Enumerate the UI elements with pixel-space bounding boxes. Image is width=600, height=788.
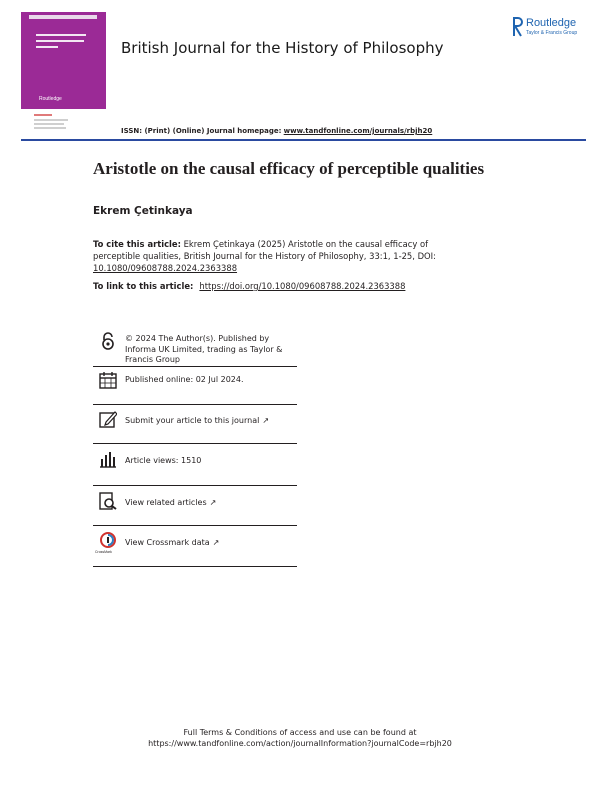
calendar-icon — [99, 371, 117, 389]
published-date: Published online: 02 Jul 2024. — [125, 375, 244, 384]
journal-cover-image — [21, 12, 106, 109]
license-text: © 2024 The Author(s). Published by Informa UK Limited, trading as Taylor & Francis Group — [125, 334, 283, 364]
footer-terms-link[interactable]: https://www.tandfonline.com/action/journalInformation?journalCode=rbjh20 — [148, 739, 452, 748]
cover-publisher-logo: Routledge — [39, 96, 62, 102]
row-divider — [93, 525, 297, 526]
related-articles-link[interactable]: View related articles — [125, 498, 207, 507]
license-row[interactable] — [93, 331, 297, 367]
row-divider — [93, 404, 297, 405]
article-title: Aristotle on the causal efficacy of perceptible qualities — [93, 159, 485, 178]
citation-block — [93, 238, 465, 274]
cover-caption-line — [34, 114, 52, 116]
external-link-icon: ↗ — [209, 498, 217, 507]
submit-article-link[interactable]: Submit your article to this journal — [125, 416, 260, 425]
cover-caption-line — [34, 119, 68, 121]
article-views-count: Article views: 1510 — [125, 456, 202, 465]
journal-title: British Journal for the History of Philosophy — [121, 39, 444, 57]
article-views-row — [93, 447, 297, 483]
edit-icon — [99, 410, 117, 428]
crossmark-badge-text: CrossMark — [95, 550, 112, 554]
submit-article-row[interactable] — [93, 408, 297, 444]
crossmark-icon — [99, 532, 117, 550]
citation-label: To cite this article: — [93, 239, 181, 249]
publisher-name: Routledge — [526, 17, 577, 29]
row-divider — [93, 566, 297, 567]
open-access-icon — [99, 332, 117, 350]
row-divider — [93, 485, 297, 486]
article-link-line — [93, 281, 405, 291]
issn-line — [121, 127, 432, 135]
bar-chart-icon — [99, 450, 117, 468]
link-label: To link to this article: — [93, 281, 194, 291]
publisher-tagline: Taylor & Francis Group — [526, 30, 578, 36]
cover-caption-line — [34, 123, 64, 125]
cover-caption-line — [34, 127, 66, 129]
footer — [0, 727, 600, 749]
issn-label: ISSN: (Print) (Online) Journal homepage: — [121, 127, 282, 135]
row-divider — [93, 366, 297, 367]
publisher-logo — [512, 17, 588, 39]
article-doi-link[interactable]: https://doi.org/10.1080/09608788.2024.2363388 — [199, 281, 406, 291]
citation-text: Ekrem Çetinkaya (2025) Aristotle on the causal efficacy of perceptible qualities, British Journal for the History of Philosophy, 33:1, 1-25, DOI: — [93, 239, 436, 261]
citation-doi-link[interactable]: 10.1080/09608788.2024.2363388 — [93, 263, 238, 273]
row-divider — [93, 443, 297, 444]
article-author: Ekrem Çetinkaya — [93, 205, 193, 217]
routledge-mark-icon — [512, 17, 523, 37]
external-link-icon: ↗ — [212, 538, 220, 547]
published-row — [93, 369, 297, 405]
crossmark-row[interactable] — [93, 529, 297, 565]
footer-terms-text: Full Terms & Conditions of access and use can be found at — [183, 728, 417, 737]
journal-homepage-link[interactable]: www.tandfonline.com/journals/rbjh20 — [283, 127, 433, 135]
crossmark-link[interactable]: View Crossmark data — [125, 538, 210, 547]
external-link-icon: ↗ — [262, 416, 270, 425]
related-articles-row[interactable] — [93, 489, 297, 525]
header-divider — [21, 139, 586, 141]
related-articles-icon — [99, 492, 117, 510]
